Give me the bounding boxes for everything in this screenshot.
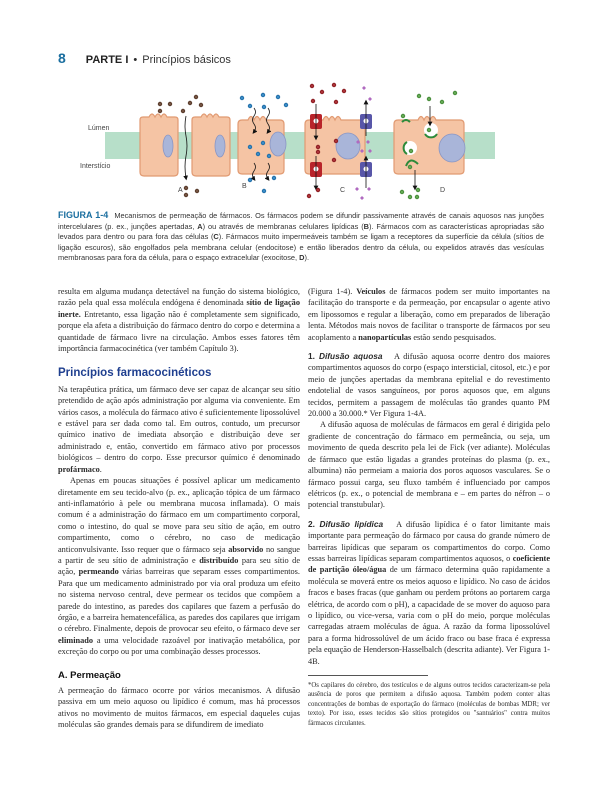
figure-label: FIGURA 1-4 [58,210,109,220]
paragraph: Apenas em poucas situações é possível aplicar um medicamento diretamente em seu tecido-alvo (p. ex., aplicação tópica de um fármaco anti-inflamatório à pele ou membrana mucosa inflamada). O mais comum é a administração do fármaco em um compartimento corporal, como o intestino, do qual se move para seu sítio de ação, em outro compartimento, como o cérebro, no caso de medicação anticonvulsivante. Isso requer que o fármaco seja absorvido no sangue a partir de seu sítio de administração e distribuído para seu sítio de ação, permeando várias barreiras que separam esses compartimentos. Para que um medicamento administrado por via oral produza um efeito no sistema nervoso central, deve permear os tecidos que compõem a parede do intestino, as paredes dos capilares que fazem a perfusão do órgão, e a barreira hematencefálica, as paredes dos capilares que irrigam o cérebro. Finalmente, depois de provocar seu efeito, o fármaco deve ser eliminado a uma velocidade razoável por inativação metabólica, por excreção do corpo ou por uma combinação desses processos. [58,476,300,657]
drug-permeation-diagram [80,80,520,200]
run-in-heading: 2. Difusão lipídica [308,518,384,529]
left-column [58,286,300,731]
panel-a-label: A [178,187,183,194]
interstitium-label: Interstício [80,163,111,170]
separator: • [133,54,138,66]
panel-c-label: C [340,187,346,194]
paragraph: 2. Difusão lipídica A difusão lipídica é o fator limitante mais importante para permeação do fármaco por causa do grande número de barreiras lipídicas que separam os compartimentos do corpo. Como essas barreiras lipídicas separam compartimentos aquosos, o coeficiente de partição óleo/água de um fármaco determina quão rapidamente a molécula se moverá entre os meios aquoso e lipídico. No caso de ácidos fracos e bases fracas (que ganham ou perdem prótons ao portarem carga elétrica, de acordo com o pH), a capacidade de se mover do aquoso para o lipídico, ou vice-versa, varia com o pH do meio, porque moléculas carregadas atraem moléculas de água. A razão da forma lipossolúvel para a forma hidrossolúvel de um ácido fraco ou base fraca é expressa pela equação de Henderson-Hasselbalch (descrita adiante). Ver Figura 1-4B. [308,518,550,666]
section-heading: Princípios farmacocinéticos [58,367,212,380]
panel-b-label: B [242,183,247,190]
paragraph: A permeação do fármaco ocorre por vários mecanismos. A difusão passiva em um meio aquoso ou lipídico é comum, mas há processos ativos no movimento de muitos fármacos, em especial daqueles cujas moléculas são grandes demais para se difundirem de imediato [58,686,300,730]
run-in-heading: 1. Difusão aquosa [308,351,383,362]
footnote: *Os capilares do cérebro, dos testículos e de alguns outros tecidos caracterizam-se pela ausência de poros que permitem a difusão aquosa. Também podem conter altas concentrações de bombas de exportação do fármaco (moléculas de bombas MDR; ver texto). Por isso, esses tecidos são sítios protegidos ou "santuários" contra muitos fármacos circulantes. [308,682,550,727]
paragraph: 1. Difusão aquosa A difusão aquosa ocorre dentro dos maiores compartimentos aquosos do corpo (espaço intersticial, citosol, etc.) e por meio de junções apertadas da membrana epitelial e do revestimento endotelial de vasos sanguíneos, por poros aquosos que, em alguns tecidos, permitem a passagem de moléculas tão grandes quanto PM 20.000 a 30.000.* Ver Figura 1-4A. [308,351,550,419]
footnote-divider [308,675,428,676]
right-column [308,286,550,728]
part-title: Princípios básicos [142,54,231,66]
part-label: PARTE I [85,54,129,66]
figure-1-4 [80,80,520,200]
paragraph: (Figura 1-4). Veículos de fármacos podem ser muito importantes na facilitação do transporte e da permeação, por encapsular o agente ativo em lipossomos e regular a liberação, como em preparados de liberação lenta. Métodos mais novos de facilitar o transporte de fármacos por seu acoplamento a nanopartículas estão sendo pesquisados. [308,287,550,342]
paragraph: resulta em alguma mudança detectável na função do sistema biológico, razão pela qual essa molécula endógena é denominada sítio de ligação inerte. Entretanto, essa ligação não é completamente sem significado, porque ela afeta a distribuição do fármaco dentro do corpo e determina a quantidade de fármaco livre na circulação. Ambos esses fatores têm importância farmacocinética (ver também Capítulo 3). [58,287,300,354]
page-number: 8 [58,50,66,66]
subsection-heading: A. Permeação [58,669,121,681]
paragraph: Na terapêutica prática, um fármaco deve ser capaz de alcançar seu sítio pretendido de ação após administração por alguma via conveniente. Em vários casos, a molécula do fármaco ativo é suficientemente lipossolúvel e estável para ser dada como tal. Em outros, contudo, um precursor químico inativo de imediata absorção e distribuição deve ser administrado e, então, convertido em fármaco ativo por processos biológicos – dentro do corpo. Esse precursor químico é denominado profármaco. [58,384,300,474]
running-head [58,50,231,66]
paragraph: A difusão aquosa de moléculas de fármacos em geral é dirigida pelo gradiente de concentração do fármaco em permeância, ou seja, um movimento de queda descrito pela lei de Fick (ver adiante). Moléculas de fármaco que estão ligadas a grandes proteínas do plasma (p. ex., albumina) não permeiam a maioria dos poros aquosos vasculares. Se o fármaco possui carga, seu fluxo também é influenciado por campos elétricos (p. ex., o potencial de membrana e – em partes do néfron – o potencial transtubular). [308,420,550,510]
figure-caption: FIGURA 1-4 Mecanismos de permeação de fármacos. Os fármacos podem se difundir passivamente através de canais aquosos nas junções intercelulares (p. ex., junções apertadas, A) ou através de membranas celulares lipídicas (B). Fármacos com as características apropriadas são levados para dentro ou para fora das células (C). Fármacos muito impermeáveis também se ligam a receptores da superfície da célula (sítios de ligação escuros), são engolfados pela membrana celular (endocitose) e então liberados dentro da célula, ou expelidos através das vesículas membranosas para fora da célula, para o espaço extracelular (exocitose, D). [58,210,544,262]
panel-d-label: D [440,187,446,194]
lumen-label: Lúmen [88,125,110,132]
